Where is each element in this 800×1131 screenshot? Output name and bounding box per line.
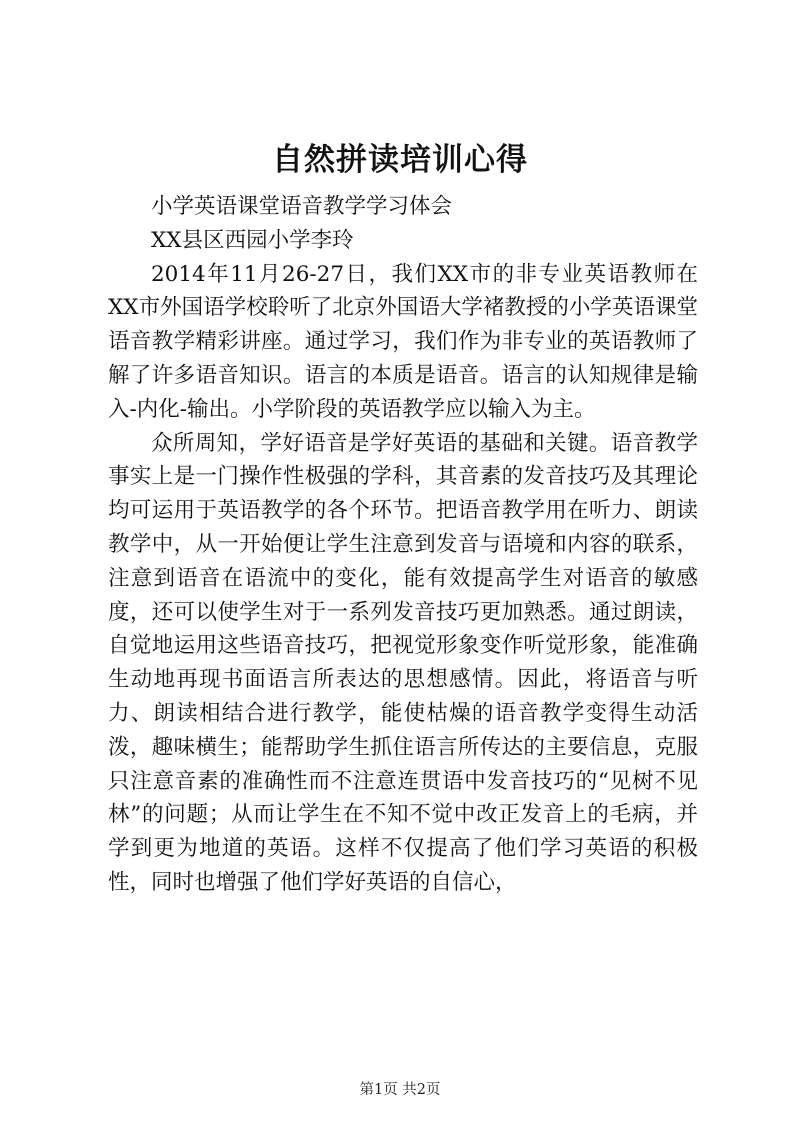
page-footer: 第1页 共2页 <box>359 1082 441 1098</box>
subtitle-paragraph: 小学英语课堂语音教学学习体会 <box>151 194 453 219</box>
document-title: 自然拼读培训心得 <box>272 142 528 178</box>
document-body <box>108 190 698 900</box>
body-paragraph: 2014年11月26-27日，我们XX市的非专业英语教师在XX市外国语学校聆听了北京外国语大学褚教授的小学英语课堂语音教学精彩讲座。通过学习，我们作为非专业的英语教师了解了许多语音知识。语言的本质是语音。语言的认知规律是输入-内化-输出。小学阶段的英语教学应以输入为主。 <box>108 261 698 422</box>
body-paragraph: 众所周知，学好语音是学好英语的基础和关键。语音教学事实上是一门操作性极强的学科，其音素的发音技巧及其理论均可运用于英语教学的各个环节。把语音教学用在听力、朗读教学中，从一开始便让学生注意到发音与语境和内容的联系，注意到语音在语流中的变化，能有效提高学生对语音的敏感度，还可以使学生对于一系列发音技巧更加熟悉。通过朗读，自觉地运用这些语音技巧，把视觉形象变作听觉形象，能准确生动地再现书面语言所表达的思想感情。因此，将语音与听力、朗读相结合进行教学，能使枯燥的语音教学变得生动活泼，趣味横生；能帮助学生抓住语言所传达的主要信息，克服只注意音素的准确性而不注意连贯语中发音技巧的“见树不见林”的问题；从而让学生在不知不觉中改正发音上的毛病，并学到更为地道的英语。这样不仅提高了他们学习英语的积极性，同时也增强了他们学好英语的自信心， <box>108 430 698 895</box>
author-paragraph: XX县区西园小学李玲 <box>151 227 354 253</box>
